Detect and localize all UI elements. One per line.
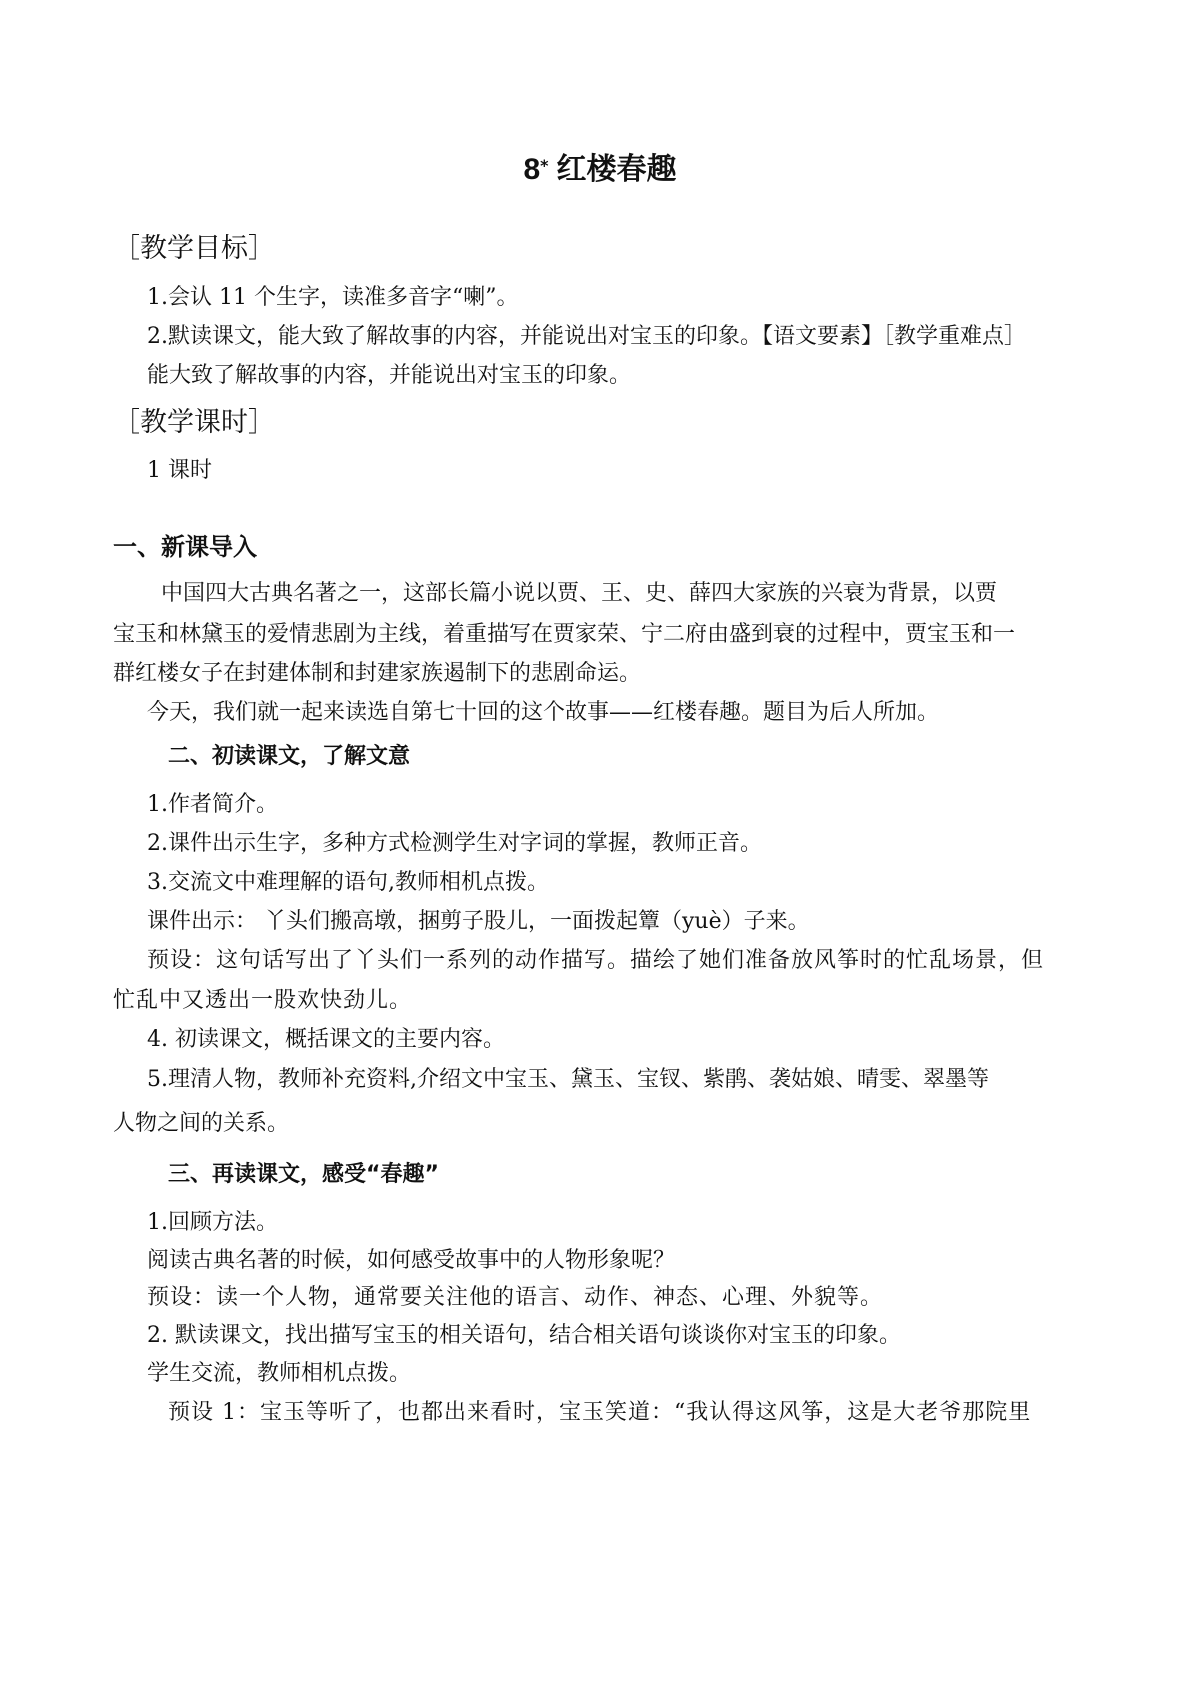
part1-para2: 今天，我们就一起来读选自第七十回的这个故事——红楼春趣。题目为后人所加。	[147, 700, 940, 725]
objective-item-1: 1.会认 11 个生字，读准多音字“喇”。	[147, 285, 519, 310]
part2-preset-line1: 预设：这句话写出了丫头们一系列的动作描写。描绘了她们准备放风筝时的忙乱场景，但	[147, 948, 1045, 973]
part3-heading: 三、再读课文，感受“春趣”	[168, 1162, 439, 1187]
hours-value: 1 课时	[147, 458, 212, 483]
part2-heading: 二、初读课文，了解文意	[168, 744, 411, 769]
part1-para1-line2: 宝玉和林黛玉的爱情悲剧为主线，着重描写在贾家荣、宁二府由盛到衰的过程中，贾宝玉和一	[113, 622, 1016, 647]
key-difficult-point: 能大致了解故事的内容，并能说出对宝玉的印象。	[147, 363, 632, 388]
part1-para1-line1: 中国四大古典名著之一，这部长篇小说以贾、王、史、薛四大家族的兴衰为背景，以贾	[161, 581, 998, 606]
part2-item-4: 4. 初读课文，概括课文的主要内容。	[147, 1027, 505, 1052]
part2-item-5-line2: 人物之间的关系。	[113, 1111, 290, 1136]
objective-item-2: 2.默读课文，能大致了解故事的内容，并能说出对宝玉的印象。【语文要素】［教学重难点］	[147, 324, 1026, 349]
part2-item-2: 2.课件出示生字，多种方式检测学生对字词的掌握，教师正音。	[147, 831, 762, 856]
part2-item-1: 1.作者简介。	[147, 792, 278, 817]
part2-preset-line2: 忙乱中又透出一股欢快劲儿。	[113, 988, 413, 1013]
objectives-heading: ［教学目标］	[113, 233, 275, 264]
lesson-title	[0, 150, 1200, 190]
part2-item-3: 3.交流文中难理解的语句,教师相机点拨。	[147, 870, 549, 895]
part3-exchange: 学生交流，教师相机点拨。	[147, 1361, 412, 1386]
part3-preset-1: 预设 1：宝玉等听了，也都出来看时，宝玉笑道：“我认得这风筝，这是大老爷那院里	[168, 1400, 1032, 1425]
hours-heading: ［教学课时］	[113, 407, 275, 438]
part3-item-1: 1.回顾方法。	[147, 1210, 278, 1235]
part2-item-5-line1: 5.理清人物，教师补充资料,介绍文中宝玉、黛玉、宝钗、紫鹃、袭姑娘、晴雯、翠墨等	[147, 1067, 989, 1092]
part1-heading: 一、新课导入	[113, 533, 257, 561]
lesson-number: 8	[523, 153, 541, 186]
lesson-title-text: 红楼春趣	[556, 152, 677, 187]
courseware-display: 课件出示： 丫头们搬高墩，捆剪子股儿，一面拨起簟（yuè）子来。	[147, 909, 810, 934]
part1-para1-line3: 群红楼女子在封建体制和封建家族遏制下的悲剧命运。	[113, 661, 642, 686]
part3-question: 阅读古典名著的时候，如何感受故事中的人物形象呢？	[147, 1248, 676, 1273]
part3-preset: 预设：读一个人物，通常要关注他的语言、动作、神态、心理、外貌等。	[147, 1285, 884, 1310]
part3-item-2: 2. 默读课文，找出描写宝玉的相关语句，结合相关语句谈谈你对宝玉的印象。	[147, 1323, 901, 1348]
optional-lesson-mark: *	[540, 156, 549, 175]
